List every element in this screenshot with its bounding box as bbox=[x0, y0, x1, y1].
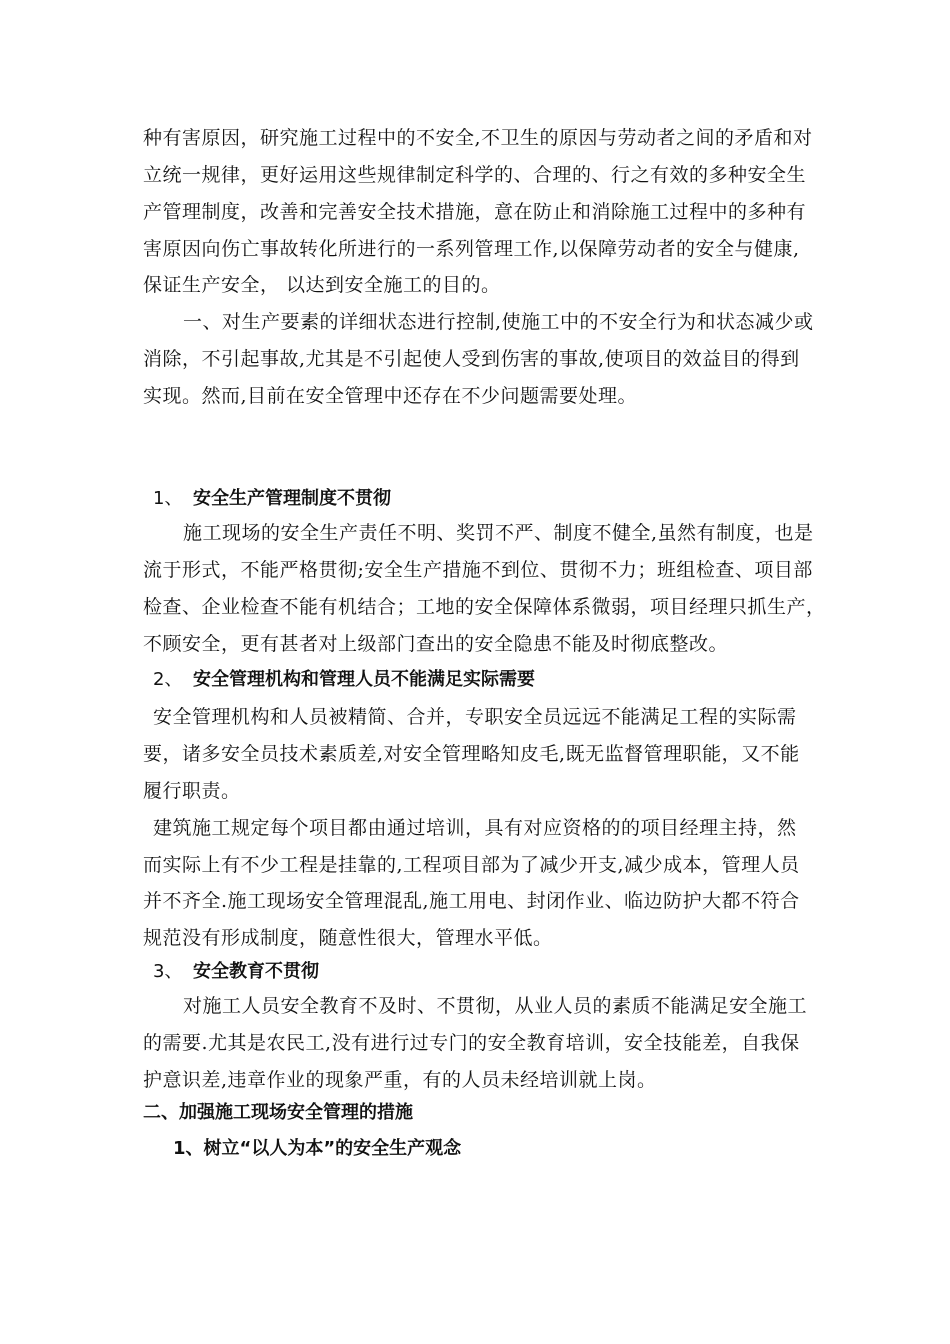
section-number: 3、 bbox=[153, 961, 183, 982]
intro-line: 产管理制度，改善和完善安全技术措施，意在防止和消除施工过程中的多种有 bbox=[143, 201, 807, 223]
section-1-heading bbox=[153, 487, 391, 511]
part-two-heading: 二、加强施工现场安全管理的措施 bbox=[143, 1102, 413, 1123]
section-2-line: 履行职责。 bbox=[143, 780, 241, 802]
section-number: 2、 bbox=[153, 669, 183, 690]
part-two-subheading: 1、树立“以人为本”的安全生产观念 bbox=[173, 1138, 462, 1159]
section-2-line: 而实际上有不少工程是挂靠的,工程项目部为了减少开支,减少成本，管理人员 bbox=[143, 854, 800, 876]
section-1-line: 不顾安全，更有甚者对上级部门查出的安全隐患不能及时彻底整改。 bbox=[143, 633, 729, 655]
intro-line: 害原因向伤亡事故转化所进行的一系列管理工作,以保障劳动者的安全与健康, bbox=[143, 238, 800, 260]
section-2-line: 并不齐全.施工现场安全管理混乱,施工用电、封闭作业、临边防护大都不符合 bbox=[143, 890, 800, 912]
section-1-line: 流于形式，不能严格贯彻;安全生产措施不到位、贯彻不力；班组检查、项目部 bbox=[143, 559, 813, 581]
point-one-line: 实现。然而,目前在安全管理中还存在不少问题需要处理。 bbox=[143, 385, 638, 407]
section-2-line: 要，诸多安全员技术素质差,对安全管理略知皮毛,既无监督管理职能，又不能 bbox=[143, 743, 800, 765]
section-title: 安全教育不贯彻 bbox=[193, 961, 319, 982]
section-3-line: 对施工人员安全教育不及时、不贯彻，从业人员的素质不能满足安全施工 bbox=[183, 995, 808, 1017]
section-2-line: 规范没有形成制度，随意性很大，管理水平低。 bbox=[143, 927, 553, 949]
section-3-line: 的需要.尤其是农民工,没有进行过专门的安全教育培训，安全技能差，自我保 bbox=[143, 1032, 800, 1054]
section-2-line: 建筑施工规定每个项目都由通过培训，具有对应资格的的项目经理主持，然 bbox=[153, 817, 797, 839]
intro-line: 保证生产安全， 以达到安全施工的目的。 bbox=[143, 274, 501, 296]
point-one-line: 消除，不引起事故,尤其是不引起使人受到伤害的事故,使项目的效益目的得到 bbox=[143, 348, 800, 370]
section-1-line: 施工现场的安全生产责任不明、奖罚不严、制度不健全,虽然有制度，也是 bbox=[183, 522, 814, 544]
section-2-line: 安全管理机构和人员被精简、合并，专职安全员远远不能满足工程的实际需 bbox=[153, 706, 797, 728]
section-number: 1、 bbox=[153, 488, 183, 509]
section-2-heading bbox=[153, 668, 535, 692]
section-3-line: 护意识差,违章作业的现象严重，有的人员未经培训就上岗。 bbox=[143, 1069, 657, 1091]
section-title: 安全生产管理制度不贯彻 bbox=[193, 488, 391, 509]
section-1-line: 检查、企业检查不能有机结合；工地的安全保障体系微弱，项目经理只抓生产， bbox=[143, 596, 826, 618]
point-one-line: 一、对生产要素的详细状态进行控制,使施工中的不安全行为和状态减少或 bbox=[183, 311, 814, 333]
section-3-heading bbox=[153, 960, 319, 984]
section-title: 安全管理机构和管理人员不能满足实际需要 bbox=[193, 669, 535, 690]
intro-line: 种有害原因，研究施工过程中的不安全,不卫生的原因与劳动者之间的矛盾和对 bbox=[143, 127, 813, 149]
intro-line: 立统一规律，更好运用这些规律制定科学的、合理的、行之有效的多种安全生 bbox=[143, 164, 807, 186]
